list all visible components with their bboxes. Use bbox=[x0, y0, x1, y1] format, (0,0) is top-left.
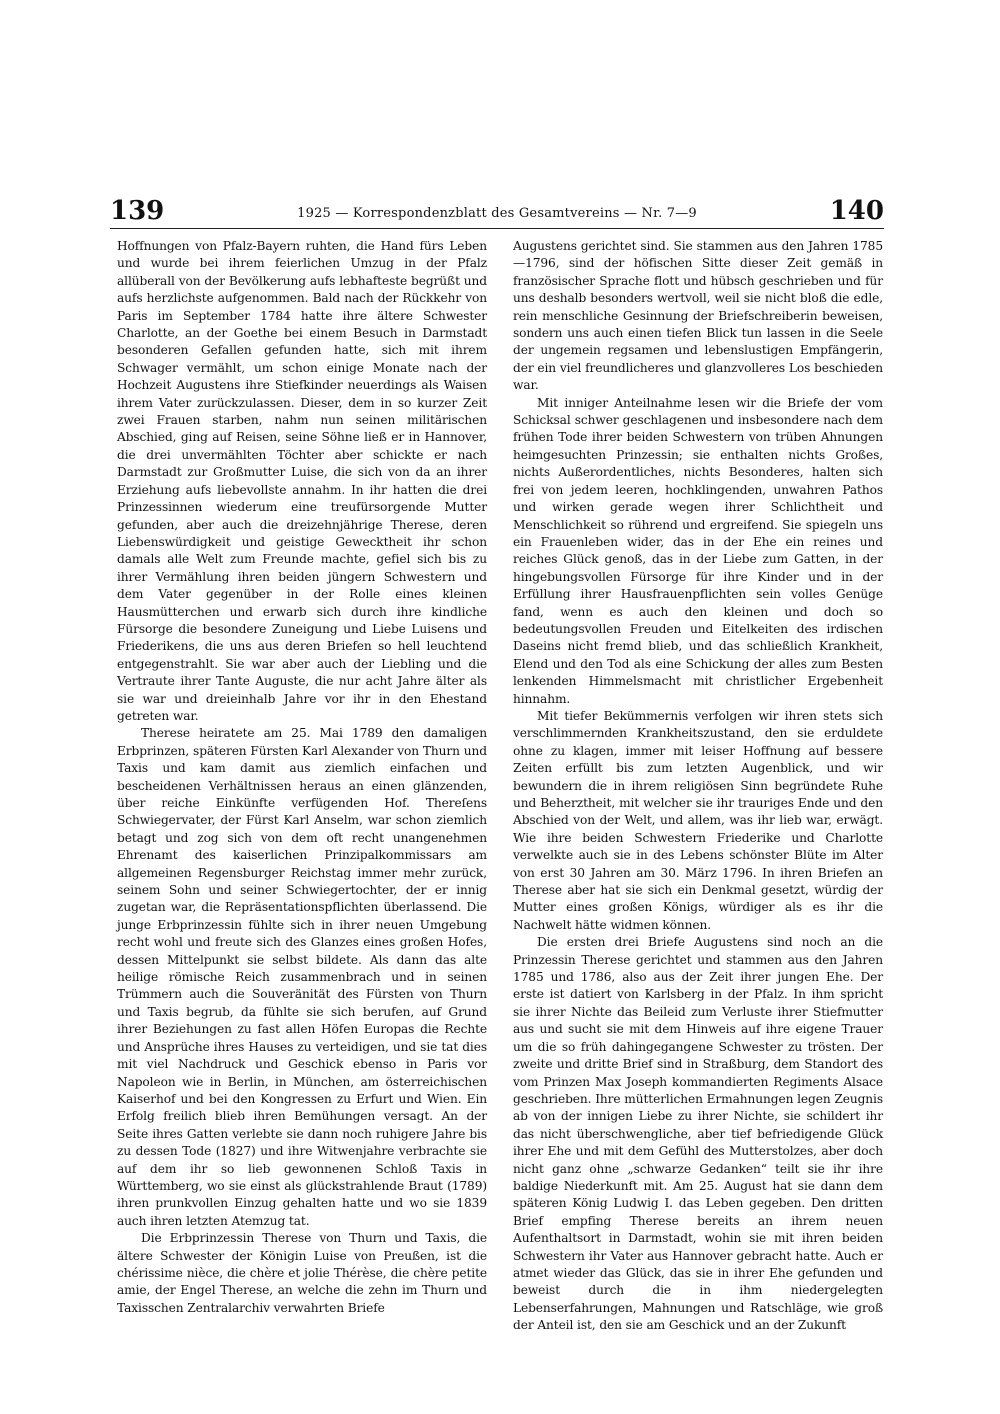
page-number-left: 139 bbox=[110, 196, 165, 226]
right-column bbox=[513, 238, 883, 1333]
text-columns bbox=[117, 238, 883, 1333]
paragraph: Therese heiratete am 25. Mai 1789 den damaligen Erbprinzen, späteren Fürsten Karl Alexander von Thurn und Taxis und kam damit aus ziemlich einfachen und bescheidenen Verhältnissen heraus an einen glänzenden, über reiche Einkünfte verfügenden Hof. Thereſens Schwiegervater, der Fürst Karl Anselm, war schon ziemlich betagt und zog sich von dem oft recht unangenehmen Ehrenamt des kaiserlichen Prinzipalkommissars am allgemeinen Regensburger Reichstag immer mehr zurück, seinem Sohn und seiner Schwiegertochter, der er innig zugetan war, die Repräsentationspflichten überlassend. Die junge Erbprinzessin fühlte sich in ihrer neuen Umgebung recht wohl und freute sich des Glanzes eines großen Hofes, dessen Mittelpunkt sie selbst bildete. Als dann das alte heilige römische Reich zusammenbrach und in seinen Trümmern auch die Souveränität des Fürsten von Thurn und Taxis begrub, da fühlte sie sich berufen, auf Grund ihrer Beziehungen zu fast allen Höfen Europas die Rechte und Ansprüche ihres Hauses zu verteidigen, und sie tat dies mit viel Nachdruck und Geschick ebenso in Paris vor Napoleon wie in Berlin, in München, am österreichischen Kaiserhof und bei den Kongressen zu Erfurt und Wien. Ein Erfolg freilich blieb ihren Bemühungen versagt. An der Seite ihres Gatten verlebte sie dann noch ruhigere Jahre bis zu dessen Tode (1827) und ihre Witwenjahre verbrachte sie auf dem ihr so lieb gewonnenen Schloß Taxis in Württemberg, wo sie einst als glückstrahlende Braut (1789) ihren prunkvollen Einzug gehalten hatte und wo sie 1839 auch ihren letzten Atemzug tat. bbox=[117, 726, 487, 1228]
running-header bbox=[110, 192, 884, 229]
paragraph: Hoffnungen von Pfalz-Bayern ruhten, die Hand fürs Leben und wurde bei ihrem feierlichen Umzug in der Pfalz allüberall von der Bevölkerung aufs lebhafteste begrüßt und aufs herzlichste aufgenommen. Bald nach der Rückkehr von Paris im September 1784 hatte ihre ältere Schwester Charlotte, an der Goethe bei einem Besuch in Darmstadt besonderen Gefallen gefunden hatte, sich mit ihrem Schwager vermählt, um schon einige Monate nach der Hochzeit Augustens ihre Stiefkinder neuerdings als Waisen ihrem Vater zurückzulassen. Dieser, dem in so kurzer Zeit zwei Frauen starben, nahm nun seinen militärischen Abschied, ging auf Reisen, seine Söhne ließ er in Hannover, die drei unvermählten Töchter aber schickte er nach Darmstadt zur Großmutter Luise, die sich von da an ihrer Erziehung aufs liebevollste annahm. In ihr hatten die drei Prinzessinnen wiederum eine treufürsorgende Mutter gefunden, aber auch die dreizehnjährige Therese, deren Liebenswürdigkeit und geistige Gewecktheit ihr schon damals alle Welt zum Freunde machte, gefiel sich bis zu ihrer Vermählung ihren beiden jüngern Schwestern und dem Vater gegenüber in der Rolle eines kleinen Hausmütterchen und erwarb sich durch ihre kindliche Fürsorge die besondere Zuneigung und Liebe Luisens und Friederikens, die uns aus deren Briefen so hell leuchtend entgegenstrahlt. Sie war aber auch der Liebling und die Vertraute ihrer Tante Auguste, die nur acht Jahre älter als sie war und dreieinhalb Jahre vor ihr in den Ehestand getreten war. bbox=[117, 239, 487, 723]
paragraph: Die Erbprinzessin Therese von Thurn und Taxis, die ältere Schwester der Königin Luise von Preußen, ist die chérissime nièce, die chère et jolie Thérèse, die chère petite amie, der Engel Therese, an welche die zehn im Thurn und Taxisschen Zentralarchiv verwahrten Briefe bbox=[117, 1231, 487, 1315]
running-title: 1925 — Korrespondenzblatt des Gesamtvereins — Nr. 7—9 bbox=[297, 206, 697, 221]
paragraph: Mit inniger Anteilnahme lesen wir die Briefe der vom Schicksal schwer geschlagenen und insbesondere nach dem frühen Tode ihrer beiden Schwestern von trüben Ahnungen heimgesuchten Prinzessin; sie enthalten nichts Großes, nichts Außerordentliches, nichts Besonderes, halten sich frei von jedem leeren, hochklingenden, unwahren Pathos und wirken gerade wegen ihrer Schlichtheit und Menschlichkeit so rührend und ergreifend. Sie spiegeln uns ein Frauenleben wider, das in der Ehe ein reines und reiches Glück genoß, das in der Liebe zum Gatten, in der hingebungsvollen Fürsorge für ihre Kinder und in der Erfüllung ihrer Hausfrauenpflichten sein volles Genüge fand, wenn es auch den kleinen und doch so bedeutungsvollen Freuden und Eitelkeiten des irdischen Daseins nicht fremd blieb, und das schließlich Krankheit, Elend und den Tod als eine Schickung der alles zum Besten lenkenden Himmelsmacht mit christlicher Ergebenheit hinnahm. bbox=[513, 395, 883, 706]
paragraph: Augustens gerichtet sind. Sie stammen aus den Jahren 1785—1796, sind der höfischen Sitte dieser Zeit gemäß in französischer Sprache flott und hübsch geschrieben und für uns deshalb besonders wertvoll, weil sie nicht bloß die edle, rein menschliche Gesinnung der Briefschreiberin beweisen, sondern uns auch einen tiefen Blick tun lassen in die Seele der ungemein regsamen und lebenslustigen Empfängerin, der ein viel freundlicheres und glanzvolleres Los beschieden war. bbox=[513, 239, 883, 393]
left-column bbox=[117, 238, 487, 1315]
paragraph: Die ersten drei Briefe Augustens sind noch an die Prinzessin Therese gerichtet und stammen aus den Jahren 1785 und 1786, also aus der Zeit ihrer jungen Ehe. Der erste ist datiert von Karlsberg in der Pfalz. In ihm spricht sie ihrer Nichte das Beileid zum Verluste ihrer Stiefmutter aus und sucht sie mit dem Hinweis auf ihre eigene Trauer um die so früh dahingegangene Schwester zu trösten. Der zweite und dritte Brief sind in Straßburg, dem Standort des vom Prinzen Max Joseph kommandierten Regiments Alsace geschrieben. Ihre mütterlichen Ermahnungen legen Zeugnis ab von der innigen Liebe zu ihrer Nichte, sie schildert ihr das nicht überschwengliche, aber tief befriedigende Glück ihrer Ehe und mit dem Gefühl des Mutterstolzes, aber doch nicht ganz ohne „schwarze Gedanken“ teilt sie ihr ihre baldige Niederkunft mit. Am 25. August hat sie dann dem späteren König Ludwig I. das Leben gegeben. Den dritten Brief empfing Therese bereits an ihrem neuen Aufenthaltsort in Darmstadt, wohin sie mit ihren beiden Schwestern ihr Vater aus Hannover gebracht hatte. Auch er atmet wieder das Glück, das sie in ihrer Ehe gefunden und beweist durch die in ihm niedergelegten Lebenserfahrungen, Mahnungen und Ratschläge, wie groß der Anteil ist, den sie am Geschick und an der Zukunft bbox=[513, 935, 883, 1333]
page-number-right: 140 bbox=[829, 196, 884, 226]
paragraph: Mit tiefer Bekümmernis verfolgen wir ihren stets sich verschlimmernden Krankheitszustand, den sie erduldete ohne zu klagen, immer mit leiser Hoffnung auf bessere Zeiten erfüllt bis zum letzten Augenblick, und wir bewundern die in ihrem religiösen Sinn begründete Ruhe und Beherztheit, mit welcher sie ihr trauriges Ende und den Abschied von der Welt, und allem, was ihr lieb war, erwägt. Wie ihre beiden Schwestern Friederike und Charlotte verwelkte auch sie in des Lebens schönster Blüte im Alter von erst 30 Jahren am 30. März 1796. In ihren Briefen an Therese aber hat sie sich ein Denkmal gesetzt, würdig der Mutter eines großen Königs, würdiger als es ihr die Nachwelt hätte widmen können. bbox=[513, 708, 883, 932]
